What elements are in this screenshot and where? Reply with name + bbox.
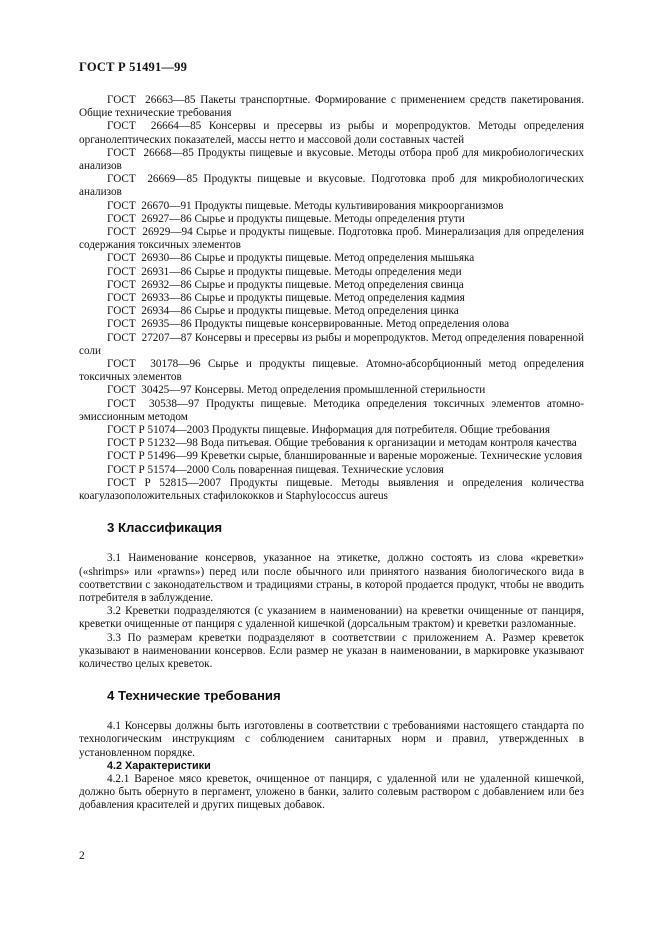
reference-title: Продукты пищевые. Методы культивирования микроорганизмов	[194, 199, 504, 212]
reference-title: Продукты пищевые и вкусовые. Методы отбора проб для микробиологических анализов	[79, 146, 585, 173]
reference-item	[79, 147, 584, 173]
reference-title: Сырье и продукты пищевые. Метод определения кадмия	[194, 292, 465, 305]
reference-title: Продукты пищевые. Методы выявления и определения количества коагулазоположительных стафилококков и Staphylococcus aureus	[79, 476, 584, 503]
reference-item	[79, 279, 584, 292]
reference-code: ГОСТ 26932—86	[107, 278, 192, 291]
document-header: ГОСТ Р 51491—99	[79, 60, 188, 74]
reference-code: ГОСТ Р 51496—99	[107, 450, 198, 463]
reference-item	[79, 305, 584, 318]
reference-title: Креветки сырые, бланшированные и вареные мороженые. Технические условия	[200, 450, 583, 463]
reference-item	[79, 464, 584, 477]
paragraph-3-1: 3.1 Наименование консервов, указанное на этикетке, должно состоять из слова «креветки» («shrimps» или «prawns») перед или после обычного или принятого названия биологического вида в соответствии с законодательством и традициями страны, в которой продается продукт, чтобы не вводить потребителя в заблуждение.	[79, 552, 584, 604]
reference-item	[79, 292, 584, 305]
reference-title: Продукты пищевые. Методика определения токсичных элементов атомно-эмиссионным методом	[79, 397, 584, 423]
reference-code: ГОСТ 26670—91	[107, 199, 192, 212]
section-4-title: 4 Технические требования	[107, 688, 281, 704]
reference-item	[79, 398, 584, 424]
normative-references-list	[79, 94, 584, 503]
reference-item	[79, 424, 584, 437]
reference-title: Продукты пищевые консервированные. Метод определения олова	[194, 318, 510, 331]
reference-title: Сырье и продукты пищевые. Метод определения цинка	[194, 305, 459, 318]
reference-title: Сырье и продукты пищевые. Подготовка проб. Минерализация для определения содержания токсичных элементов	[79, 226, 584, 252]
reference-code: ГОСТ 26930—86	[107, 252, 192, 265]
reference-item	[79, 120, 584, 146]
paragraph-4-1: 4.1 Консервы должны быть изготовлены в соответствии с требованиями настоящего стандарта по технологическим инструкциям с соблюдением санитарных норм и правил, утвержденных в установленном порядке.	[79, 720, 584, 759]
reference-title: Соль поваренная пищевая. Технические условия	[211, 463, 444, 476]
reference-item	[79, 318, 584, 331]
reference-code: ГОСТ 26668—85	[107, 146, 194, 159]
paragraph-3-2: 3.2 Креветки подразделяются (с указанием в наименовании) на креветки очищенные от панциря, креветки очищенные от панциря с удаленной кишечкой (дорсальным трактом) и креветки разломанные.	[79, 605, 584, 631]
reference-item	[79, 266, 584, 279]
reference-code: ГОСТ 30178—96	[107, 358, 201, 371]
reference-code: ГОСТ Р 51074—2003	[107, 424, 210, 437]
reference-title: Продукты пищевые. Информация для потребителя. Общие требования	[211, 424, 551, 437]
reference-item	[79, 450, 584, 463]
reference-item	[79, 94, 584, 120]
reference-title: Вода питьевая. Общие требования к организации и методам контроля качества	[200, 437, 577, 450]
reference-item	[79, 332, 584, 358]
reference-code: ГОСТ 26927—86	[107, 212, 192, 225]
reference-title: Сырье и продукты пищевые. Атомно-абсорбционный метод определения токсичных элементов	[79, 358, 585, 384]
reference-item	[79, 173, 584, 199]
reference-title: Консервы. Метод определения промышленной стерильности	[194, 384, 486, 397]
reference-code: ГОСТ 26663—85	[107, 94, 196, 106]
reference-code: ГОСТ Р 52815—2007	[107, 476, 221, 489]
reference-title: Сырье и продукты пищевые. Методы определения меди	[194, 265, 462, 278]
reference-code: ГОСТ Р 51574—2000	[107, 463, 210, 476]
reference-code: ГОСТ 26933—86	[107, 292, 192, 305]
reference-code: ГОСТ 26935—86	[107, 318, 192, 331]
reference-item	[79, 252, 584, 265]
reference-title: Консервы и пресервы из рыбы и морепродуктов. Методы определения органолептических показателей, массы нетто и массовой доли составных частей	[79, 120, 585, 146]
reference-code: ГОСТ 26934—86	[107, 305, 192, 318]
subsection-4-2-heading: 4.2 Характеристики	[107, 759, 211, 772]
reference-item	[79, 226, 584, 252]
reference-title: Пакеты транспортные. Формирование с применением средств пакетирования. Общие технические требования	[79, 94, 585, 120]
reference-title: Консервы и пресервы из рыбы и морепродуктов. Метод определения поваренной соли	[79, 331, 585, 357]
reference-title: Продукты пищевые и вкусовые. Подготовка проб для микробиологических анализов	[79, 173, 585, 199]
reference-item	[79, 358, 584, 384]
reference-code: ГОСТ 26931—86	[107, 265, 192, 278]
reference-title: Сырье и продукты пищевые. Метод определения мышьяка	[194, 252, 475, 265]
reference-item	[79, 477, 584, 503]
reference-item	[79, 384, 584, 397]
reference-code: ГОСТ 26664—85	[107, 120, 202, 133]
reference-title: Сырье и продукты пищевые. Метод определения свинца	[194, 278, 464, 291]
reference-code: ГОСТ 26669—85	[107, 173, 198, 186]
reference-code: ГОСТ 30538—97	[107, 397, 200, 410]
paragraph-4-2-1: 4.2.1 Вареное мясо креветок, очищенное от панциря, с удаленной или не удаленной кишечкой, должно быть обернуто в пергамент, уложено в банки, залито солевым раствором с добавлением или без добавления красителей и других пищевых добавок.	[79, 772, 584, 812]
reference-code: ГОСТ 30425—97	[107, 384, 192, 397]
reference-item	[79, 213, 584, 226]
section-3-title: 3 Классификация	[107, 520, 223, 536]
reference-title: Сырье и продукты пищевые. Методы определения ртути	[194, 212, 465, 225]
reference-code: ГОСТ 27207—87	[107, 331, 192, 344]
reference-code: ГОСТ 26929—94	[107, 226, 193, 239]
section-3-body	[79, 552, 584, 671]
page-number: 2	[79, 850, 85, 862]
reference-code: ГОСТ Р 51232—98	[107, 437, 198, 450]
page-content	[79, 94, 584, 813]
reference-item	[79, 200, 584, 213]
paragraph-3-3: 3.3 По размерам креветки подразделяют в соответствии с приложением А. Размер креветок указывают в наименовании консервов. Если размер не указан в наименовании, в маркировке указывают количество целых креветок.	[79, 631, 584, 670]
reference-item	[79, 437, 584, 450]
